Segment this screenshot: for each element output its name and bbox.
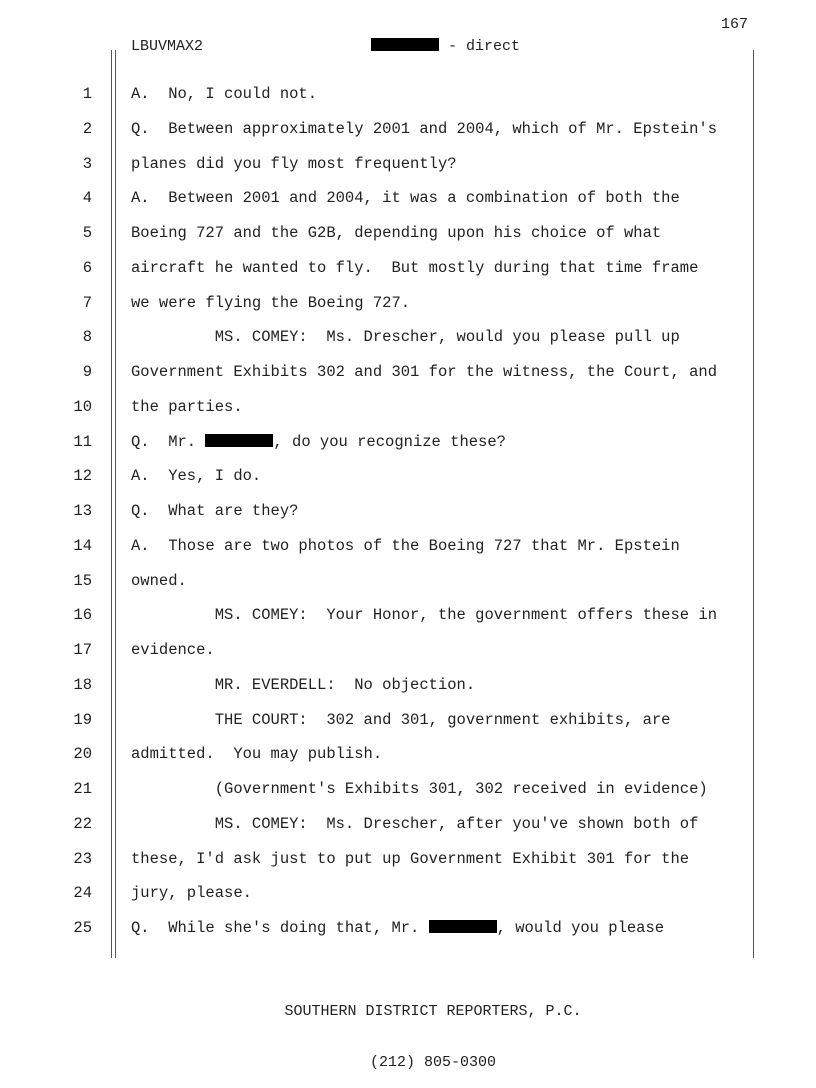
line-text bbox=[131, 676, 475, 694]
transcript-line bbox=[0, 637, 816, 672]
line-number: 2 bbox=[82, 119, 92, 138]
line-text bbox=[131, 294, 410, 312]
line-text-segment: MR. EVERDELL: No objection. bbox=[131, 675, 476, 694]
line-text-segment: admitted. You may publish. bbox=[131, 745, 383, 764]
line-text-segment: jury, please. bbox=[131, 884, 252, 903]
line-number: 24 bbox=[73, 884, 92, 903]
line-text-segment: aircraft he wanted to fly. But mostly during that time frame bbox=[131, 258, 699, 277]
line-text bbox=[131, 120, 717, 138]
redaction-bar bbox=[205, 434, 273, 447]
line-text bbox=[131, 502, 298, 520]
transcript-line bbox=[0, 255, 816, 290]
line-number: 25 bbox=[73, 919, 92, 937]
transcript-line bbox=[0, 741, 816, 776]
redaction-bar bbox=[429, 920, 497, 933]
reporter-name: SOUTHERN DISTRICT REPORTERS, P.C. bbox=[284, 1003, 582, 1020]
line-text bbox=[131, 433, 506, 451]
transcript-line bbox=[0, 602, 816, 637]
line-number: 5 bbox=[82, 224, 92, 242]
line-number: 14 bbox=[73, 536, 92, 555]
transcript-line bbox=[0, 880, 816, 915]
transcript-line bbox=[0, 776, 816, 811]
line-text-segment: Q. Mr. bbox=[131, 432, 206, 451]
line-text bbox=[131, 224, 661, 242]
line-text bbox=[131, 398, 243, 416]
line-number: 16 bbox=[73, 606, 92, 625]
line-text-segment: A. Yes, I do. bbox=[131, 467, 262, 486]
line-text bbox=[131, 572, 187, 590]
line-number: 9 bbox=[82, 363, 92, 381]
line-text-segment: the parties. bbox=[131, 397, 243, 416]
line-text bbox=[131, 467, 261, 485]
line-text bbox=[131, 606, 717, 624]
line-text-segment: Government Exhibits 302 and 301 for the witness, the Court, and bbox=[131, 363, 717, 381]
line-text bbox=[131, 919, 664, 937]
line-text-segment: Q. Between approximately 2001 and 2004, which of Mr. Epstein's bbox=[131, 119, 717, 138]
page-footer bbox=[0, 969, 816, 1088]
transcript-line bbox=[0, 81, 816, 116]
line-text bbox=[131, 884, 252, 902]
line-number: 23 bbox=[73, 849, 92, 868]
line-number: 1 bbox=[82, 85, 92, 103]
line-text-segment: Boeing 727 and the G2B, depending upon his choice of what bbox=[131, 224, 662, 242]
line-text bbox=[131, 155, 457, 173]
line-text bbox=[131, 328, 680, 346]
transcript-line bbox=[0, 846, 816, 881]
transcript-line bbox=[0, 915, 816, 950]
line-text-segment: A. Those are two photos of the Boeing 727 that Mr. Epstein bbox=[131, 536, 680, 555]
line-text bbox=[131, 745, 382, 763]
line-text bbox=[131, 259, 698, 277]
line-text-segment: we were flying the Boeing 727. bbox=[131, 293, 411, 312]
transcript-line bbox=[0, 811, 816, 846]
line-text bbox=[131, 85, 317, 103]
line-number: 15 bbox=[73, 571, 92, 590]
line-number: 18 bbox=[73, 675, 92, 694]
line-text bbox=[131, 780, 708, 798]
line-text-segment: owned. bbox=[131, 571, 187, 590]
transcript-line bbox=[0, 672, 816, 707]
transcript-line bbox=[0, 498, 816, 533]
line-text-segment: MS. COMEY: Ms. Drescher, would you please pull up bbox=[131, 328, 680, 347]
transcript-line bbox=[0, 116, 816, 151]
line-text-segment: Q. While she's doing that, Mr. bbox=[131, 919, 429, 937]
transcript-line bbox=[0, 185, 816, 220]
line-text-segment: Q. What are they? bbox=[131, 502, 299, 520]
redaction-bar bbox=[371, 38, 439, 51]
line-number: 8 bbox=[82, 328, 92, 347]
line-number: 12 bbox=[73, 467, 92, 486]
witness-header bbox=[371, 38, 520, 55]
transcript-line bbox=[0, 568, 816, 603]
transcript-line bbox=[0, 533, 816, 568]
line-text-segment: , do you recognize these? bbox=[273, 432, 506, 451]
transcript-line bbox=[0, 359, 816, 394]
transcript-line bbox=[0, 394, 816, 429]
transcript-body bbox=[0, 81, 816, 950]
case-code: LBUVMAX2 bbox=[131, 38, 204, 55]
transcript-line bbox=[0, 463, 816, 498]
line-text bbox=[131, 641, 215, 659]
line-number: 11 bbox=[73, 432, 92, 451]
line-number: 7 bbox=[82, 293, 92, 312]
line-text-segment: (Government's Exhibits 301, 302 received in evidence) bbox=[131, 780, 708, 798]
line-text bbox=[131, 363, 717, 381]
line-number: 13 bbox=[73, 502, 92, 520]
line-number: 17 bbox=[73, 641, 92, 659]
line-text bbox=[131, 189, 680, 207]
line-number: 19 bbox=[73, 710, 92, 729]
line-text bbox=[131, 711, 671, 729]
reporter-phone: (212) 805-0300 bbox=[369, 1054, 497, 1071]
line-number: 6 bbox=[82, 258, 92, 277]
line-text-segment: evidence. bbox=[131, 641, 215, 659]
transcript-line bbox=[0, 151, 816, 186]
transcript-line bbox=[0, 429, 816, 464]
line-text bbox=[131, 537, 680, 555]
line-text bbox=[131, 815, 698, 833]
line-number: 21 bbox=[73, 780, 92, 798]
line-text-segment: , would you please bbox=[496, 919, 665, 937]
transcript-line bbox=[0, 220, 816, 255]
line-text-segment: planes did you fly most frequently? bbox=[131, 154, 457, 173]
page-number: 167 bbox=[720, 16, 748, 33]
line-text-segment: THE COURT: 302 and 301, government exhibits, are bbox=[131, 710, 671, 729]
line-number: 20 bbox=[73, 745, 92, 764]
line-number: 22 bbox=[73, 814, 92, 833]
line-text-segment: A. No, I could not. bbox=[131, 85, 318, 103]
line-text-segment: these, I'd ask just to put up Government Exhibit 301 for the bbox=[131, 849, 690, 868]
line-number: 4 bbox=[82, 189, 92, 208]
transcript-line bbox=[0, 324, 816, 359]
line-text-segment: MS. COMEY: Your Honor, the government offers these in bbox=[131, 606, 717, 625]
line-text-segment: A. Between 2001 and 2004, it was a combination of both the bbox=[131, 189, 680, 208]
line-number: 3 bbox=[82, 154, 92, 173]
transcript-line bbox=[0, 707, 816, 742]
transcript-line bbox=[0, 290, 816, 325]
line-number: 10 bbox=[73, 397, 92, 416]
examination-type: - direct bbox=[439, 38, 521, 55]
line-text-segment: MS. COMEY: Ms. Drescher, after you've shown both of bbox=[131, 814, 699, 833]
line-text bbox=[131, 850, 689, 868]
